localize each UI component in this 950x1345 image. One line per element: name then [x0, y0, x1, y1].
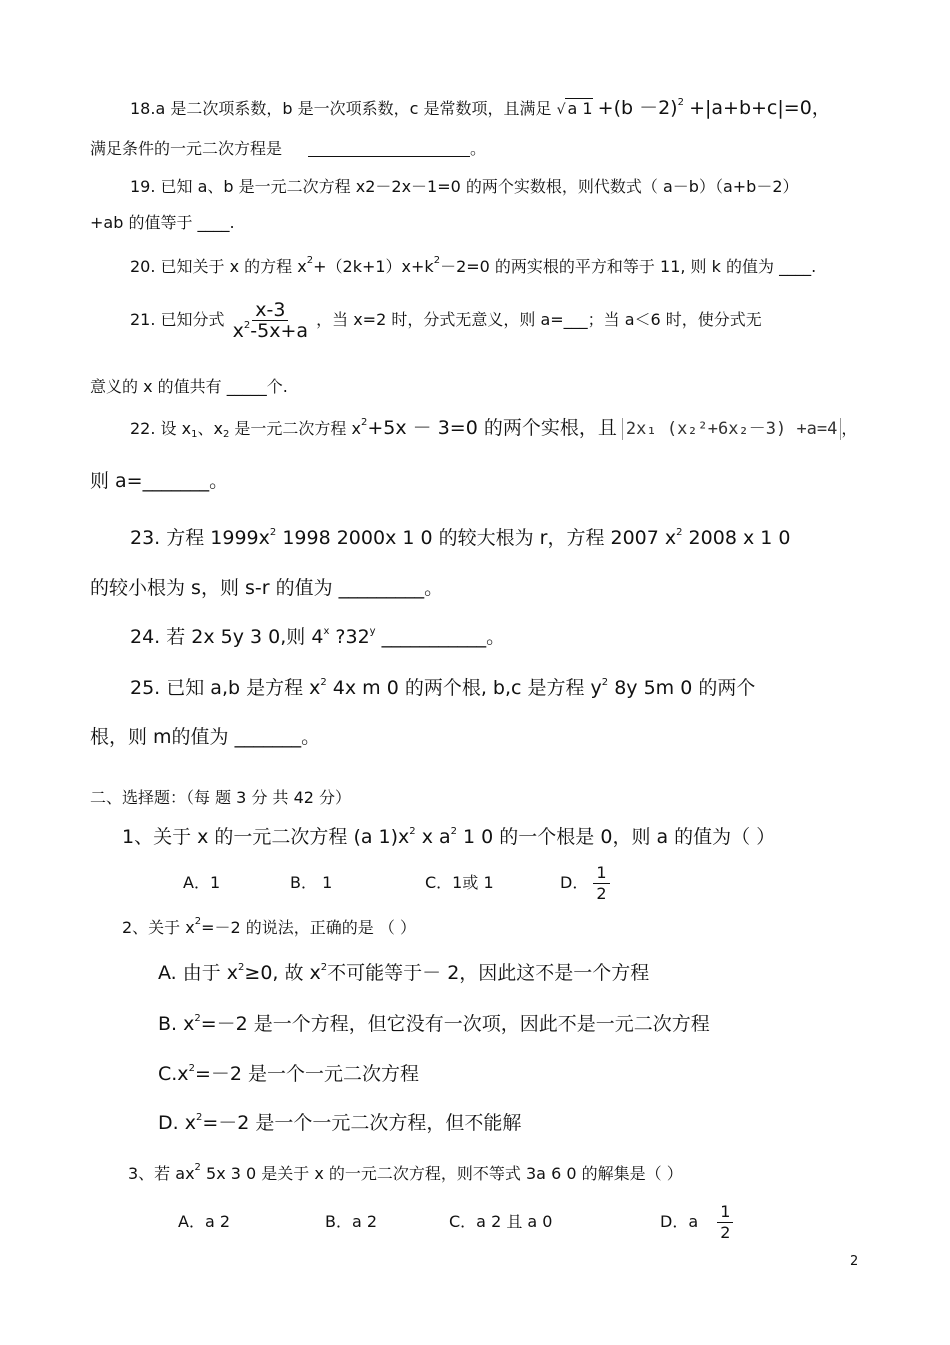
q19-line2: +ab 的值等于 ____.	[90, 213, 235, 232]
q19-line1: 19. 已知 a、b 是一元二次方程 x2－2x－1=0 的两个实数根，则代数式（ a－b）（a+b－2）	[130, 177, 799, 196]
q24-line: 24. 若 2x 5y 3 0,则 4$^x$ ?32$^y$ ___________。	[130, 626, 506, 648]
q20-line: 20. 已知关于 x 的方程 $x^2+(2k+1)x+k^2-2=0$ 的两实根的平方和等于 11, 则 k 的值为 ____.	[130, 255, 817, 276]
q22-condition-image: 2x₁ (x₂²+6x₂－3) +a=4	[622, 418, 841, 440]
choice1-option-c[interactable]: C．1或 1	[425, 873, 494, 892]
q22-line1: 22. 设 $x_1$、$x_2$ 是一元二次方程 $x^2+5x - 3=0$ 的两个实根，且 2x₁ (x₂²+6x₂－3) +a=4 ，	[130, 417, 858, 440]
page-number: 2	[850, 1254, 859, 1269]
q18-line1: 18.a 是二次项系数，b 是一次项系数，c 是常数项，且满足 √ a $1 +(b -2)^2 +|a+b+c|=0$，	[130, 97, 831, 119]
q18-sqrt: a 1	[567, 99, 593, 118]
q25-line2: 根，则 m的值为 _______。	[90, 726, 321, 748]
choice1-option-b[interactable]: B． 1	[290, 873, 333, 892]
choice3-option-d[interactable]: D．a $\frac{1}{2}$	[660, 1202, 733, 1243]
choice3-option-a[interactable]: A．a 2	[178, 1212, 231, 1231]
q21-line2: 意义的 x 的值共有 _____个.	[90, 377, 288, 396]
q25-line1: 25. 已知 a,b 是方程 $x^2$ 4x m 0 的两个根, b,c 是方程 $y^2$ 8y 5m 0 的两个	[130, 677, 756, 699]
q23-line2: 的较小根为 s，则 s-r 的值为 _________。	[90, 577, 444, 599]
q21-line1: 21. 已知分式 $\frac{x-3}{x^2-5x+a}$ ，当 x=2 时，分式无意义，则 a=___；当 a＜6 时，使分式无	[130, 299, 762, 342]
choice3-option-b[interactable]: B．a 2	[325, 1212, 378, 1231]
q23-line1: 23. 方程 $1999x^2$ 1998 2000x 1 0 的较大根为 r，方程 2007 $x^2$ 2008 x 1 0	[130, 527, 791, 549]
choice1-option-a[interactable]: A．1	[183, 873, 221, 892]
fraction-one-half: $\frac{1}{2}$	[717, 1202, 733, 1243]
answer-blank[interactable]	[308, 140, 470, 157]
fraction-one-half: $\frac{1}{2}$	[593, 863, 609, 904]
choice2-option-a[interactable]: A. 由于 $x^2\ge 0$, 故 $x^2$不可能等于－ 2，因此这不是一个方程	[158, 962, 650, 984]
choice1-stem: 1、关于 x 的一元二次方程 (a $1)x^2$ x $a^2$ 1 0 的一个根是 0，则 a 的值为（ ）	[122, 826, 776, 848]
choice1-option-d[interactable]: D． $\frac{1}{2}$	[560, 863, 610, 904]
choice2-option-b[interactable]: B. $x^2=-2$ 是一个方程，但它没有一次项，因此不是一元二次方程	[158, 1013, 710, 1035]
q18-line2: 满足条件的一元二次方程是 。	[90, 139, 487, 158]
choice3-option-c[interactable]: C．a 2 且 a 0	[449, 1212, 553, 1231]
q21-fraction: $\frac{x-3}{x^2-5x+a}$	[232, 299, 309, 342]
section-title: 二、选择题：（每 题 3 分 共 42 分）	[90, 788, 352, 807]
choice2-option-d[interactable]: D. $x^2=-2$ 是一个一元二次方程，但不能解	[158, 1112, 522, 1134]
q22-line2: 则 a=_______。	[90, 470, 229, 492]
choice3-stem: 3、若 $ax^2$ 5x 3 0 是关于 x 的一元二次方程，则不等式 3a 6 0 的解集是（ ）	[128, 1162, 683, 1183]
choice2-option-c[interactable]: $C.x^2=-2$ 是一个一元二次方程	[158, 1063, 419, 1085]
choice2-stem: 2、关于 $x^2=-2$ 的说法，正确的是 （ ）	[122, 916, 416, 937]
